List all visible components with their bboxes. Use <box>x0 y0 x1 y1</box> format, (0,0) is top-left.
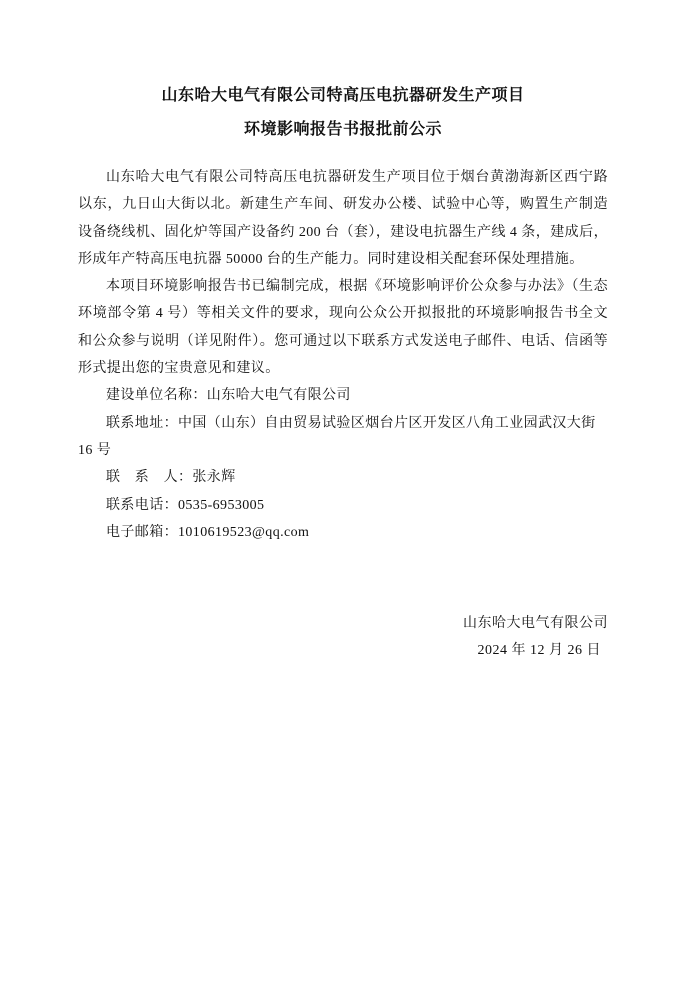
info-line-phone: 联系电话：0535-6953005 <box>106 497 265 513</box>
info-line-email: 电子邮箱：1010619523@qq.com <box>106 524 310 540</box>
signature-company: 山东哈大电气有限公司 <box>463 616 608 632</box>
document-title <box>78 79 608 147</box>
info-line-company-name: 建设单位名称：山东哈大电气有限公司 <box>106 388 351 404</box>
document-title-line1: 山东哈大电气有限公司特高压电抗器研发生产项目 <box>161 87 525 104</box>
document-body <box>78 164 608 665</box>
signature-block <box>78 610 608 665</box>
paragraph-public-notice: 本项目环境影响报告书已编制完成，根据《环境影响评价公众参与办法》（生态环境部令第 4 号）等相关文件的要求，现向公众公开拟报批的环境影响报告书全文和公众参与说明（详见附件）。您可通过以下联系方式发送电子邮件、电话、信函等形式提出您的宝贵意见和建议。 <box>78 279 608 377</box>
paragraph-project-overview: 山东哈大电气有限公司特高压电抗器研发生产项目位于烟台黄渤海新区西宁路以东，九日山大街以北。新建生产车间、研发办公楼、试验中心等，购置生产制造设备绕线机、固化炉等国产设备约 200 台（套），建设电抗器生产线 4 条，建成后，形成年产特高压电抗器 50000 台的生产能力。同时建设相关配套环保处理措施。 <box>78 170 608 267</box>
signature-date: 2024 年 12 月 26 日 <box>477 643 601 659</box>
info-line-contact-person: 联 系 人：张永辉 <box>106 470 236 486</box>
document-title-line2: 环境影响报告书报批前公示 <box>243 121 442 138</box>
info-line-address: 联系地址：中国（山东）自由贸易试验区烟台片区开发区八角工业园武汉大街 16 号 <box>78 415 596 458</box>
